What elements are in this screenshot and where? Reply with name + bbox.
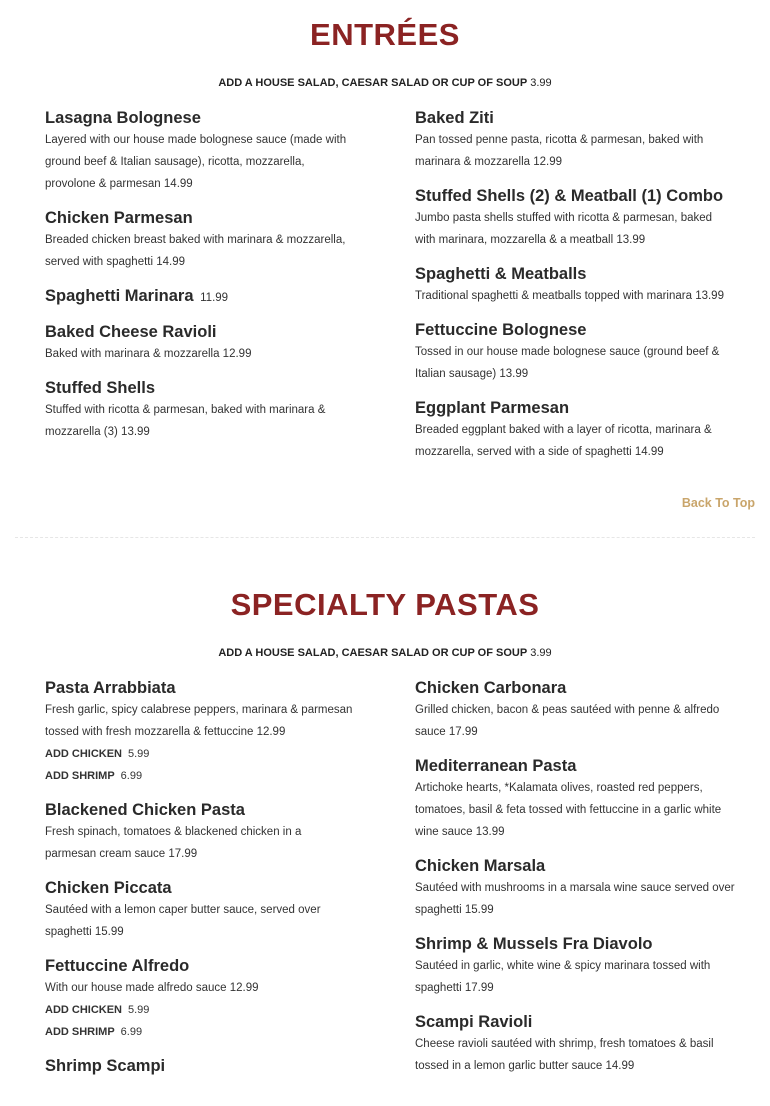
menu-item bbox=[45, 955, 355, 1043]
menu-item bbox=[415, 855, 735, 921]
item-name: Baked Cheese Ravioli bbox=[45, 323, 217, 341]
item-description: Fresh garlic, spicy calabrese peppers, marinara & parmesan tossed with fresh mozzarella & fettuccine 12.99 bbox=[45, 704, 353, 738]
add-on-option bbox=[45, 999, 355, 1021]
item-name: Pasta Arrabbiata bbox=[45, 679, 176, 697]
item-description: Layered with our house made bolognese sauce (made with ground beef & Italian sausage), ricotta, mozzarella, provolone & parmesan 14.99 bbox=[45, 134, 347, 190]
item-name: Spaghetti Marinara bbox=[45, 287, 194, 305]
item-description: Cheese ravioli sautéed with shrimp, fresh tomatoes & basil tossed in a lemon garlic butter sauce 14.99 bbox=[415, 1038, 714, 1072]
item-description: Fresh spinach, tomatoes & blackened chicken in a parmesan cream sauce 17.99 bbox=[45, 826, 302, 860]
add-on-option bbox=[45, 765, 355, 787]
menu-item bbox=[45, 799, 355, 865]
menu-item bbox=[45, 1055, 355, 1077]
item-description: Stuffed with ricotta & parmesan, baked with marinara & mozzarella (3) 13.99 bbox=[45, 404, 326, 438]
item-description: Sautéed in garlic, white wine & spicy marinara tossed with spaghetti 17.99 bbox=[415, 960, 711, 994]
add-on-label: ADD SHRIMP bbox=[45, 1026, 115, 1038]
menu-item bbox=[415, 933, 735, 999]
item-name: Fettuccine Alfredo bbox=[45, 957, 190, 975]
add-on-price: 5.99 bbox=[128, 1004, 150, 1016]
add-on-label: ADD SHRIMP bbox=[45, 770, 115, 782]
menu-item bbox=[415, 319, 735, 385]
item-name: Scampi Ravioli bbox=[415, 1013, 533, 1031]
menu-item bbox=[415, 677, 735, 743]
item-description: Breaded eggplant baked with a layer of ricotta, marinara & mozzarella, served with a side of spaghetti 14.99 bbox=[415, 424, 712, 458]
item-name: Shrimp Scampi bbox=[45, 1057, 166, 1075]
item-description: Baked with marinara & mozzarella 12.99 bbox=[45, 348, 252, 360]
item-description: With our house made alfredo sauce 12.99 bbox=[45, 982, 259, 994]
add-on-price: 5.99 bbox=[128, 748, 150, 760]
item-name: Stuffed Shells bbox=[45, 379, 156, 397]
add-on-price: 6.99 bbox=[120, 770, 143, 782]
menu-item bbox=[45, 285, 355, 309]
add-on-option bbox=[45, 743, 355, 765]
item-name: Blackened Chicken Pasta bbox=[45, 801, 245, 819]
menu-item bbox=[45, 207, 355, 273]
item-name: Fettuccine Bolognese bbox=[415, 321, 587, 339]
item-name: Stuffed Shells (2) & Meatball (1) Combo bbox=[415, 187, 724, 205]
add-on-price: 6.99 bbox=[120, 1026, 143, 1038]
item-name: Chicken Piccata bbox=[45, 879, 172, 897]
menu-item bbox=[45, 321, 355, 365]
menu-item bbox=[415, 107, 735, 173]
menu-item bbox=[45, 877, 355, 943]
section-title: ENTRÉES bbox=[310, 17, 460, 52]
entrees-left-column bbox=[45, 107, 355, 475]
addon-label: ADD A HOUSE SALAD, CAESAR SALAD OR CUP OF SOUP bbox=[218, 77, 528, 89]
addon-label: ADD A HOUSE SALAD, CAESAR SALAD OR CUP OF SOUP bbox=[218, 647, 528, 659]
add-on-label: ADD CHICKEN bbox=[45, 748, 122, 760]
item-description: Jumbo pasta shells stuffed with ricotta & parmesan, baked with marinara, mozzarella & a meatball 13.99 bbox=[415, 212, 713, 246]
menu-item bbox=[45, 377, 355, 443]
item-description: Traditional spaghetti & meatballs topped with marinara 13.99 bbox=[415, 290, 724, 302]
menu-item bbox=[415, 755, 735, 843]
item-description: Pan tossed penne pasta, ricotta & parmesan, baked with marinara & mozzarella 12.99 bbox=[415, 134, 704, 168]
specialty-pastas-section bbox=[0, 538, 770, 1089]
addon-note bbox=[0, 646, 770, 660]
item-name: Spaghetti & Meatballs bbox=[415, 265, 587, 283]
menu-item bbox=[45, 107, 355, 195]
menu-item bbox=[415, 263, 735, 307]
menu-item bbox=[415, 185, 735, 251]
item-description: Grilled chicken, bacon & peas sautéed with penne & alfredo sauce 17.99 bbox=[415, 704, 720, 738]
item-description: Tossed in our house made bolognese sauce (ground beef & Italian sausage) 13.99 bbox=[415, 346, 720, 380]
entrees-section bbox=[0, 0, 770, 511]
specialty-right-column bbox=[415, 677, 735, 1089]
specialty-left-column bbox=[45, 677, 355, 1089]
item-price: 11.99 bbox=[200, 292, 229, 304]
item-name: Lasagna Bolognese bbox=[45, 109, 201, 127]
entrees-right-column bbox=[415, 107, 735, 475]
section-title: SPECIALTY PASTAS bbox=[230, 587, 540, 622]
item-name: Chicken Marsala bbox=[415, 857, 546, 875]
add-on-option bbox=[45, 1021, 355, 1043]
menu-item bbox=[415, 397, 735, 463]
item-name-line bbox=[45, 285, 355, 309]
item-name: Chicken Parmesan bbox=[45, 209, 193, 227]
item-description: Sautéed with mushrooms in a marsala wine sauce served over spaghetti 15.99 bbox=[415, 882, 735, 916]
item-description: Artichoke hearts, *Kalamata olives, roasted red peppers, tomatoes, basil & feta tossed with fettuccine in a garlic white wine sauce 13.99 bbox=[415, 782, 722, 838]
item-name: Mediterranean Pasta bbox=[415, 757, 577, 775]
menu-item bbox=[415, 1011, 735, 1077]
addon-price: 3.99 bbox=[530, 77, 552, 89]
back-to-top-link[interactable]: Back To Top bbox=[681, 496, 755, 510]
item-description: Breaded chicken breast baked with marinara & mozzarella, served with spaghetti 14.99 bbox=[45, 234, 346, 268]
item-name: Eggplant Parmesan bbox=[415, 399, 570, 417]
addon-price: 3.99 bbox=[530, 647, 552, 659]
item-name: Shrimp & Mussels Fra Diavolo bbox=[415, 935, 653, 953]
menu-item bbox=[45, 677, 355, 787]
add-on-label: ADD CHICKEN bbox=[45, 1004, 122, 1016]
item-description: Sautéed with a lemon caper butter sauce, served over spaghetti 15.99 bbox=[45, 904, 321, 938]
item-name: Baked Ziti bbox=[415, 109, 494, 127]
item-name: Chicken Carbonara bbox=[415, 679, 567, 697]
addon-note bbox=[0, 76, 770, 90]
